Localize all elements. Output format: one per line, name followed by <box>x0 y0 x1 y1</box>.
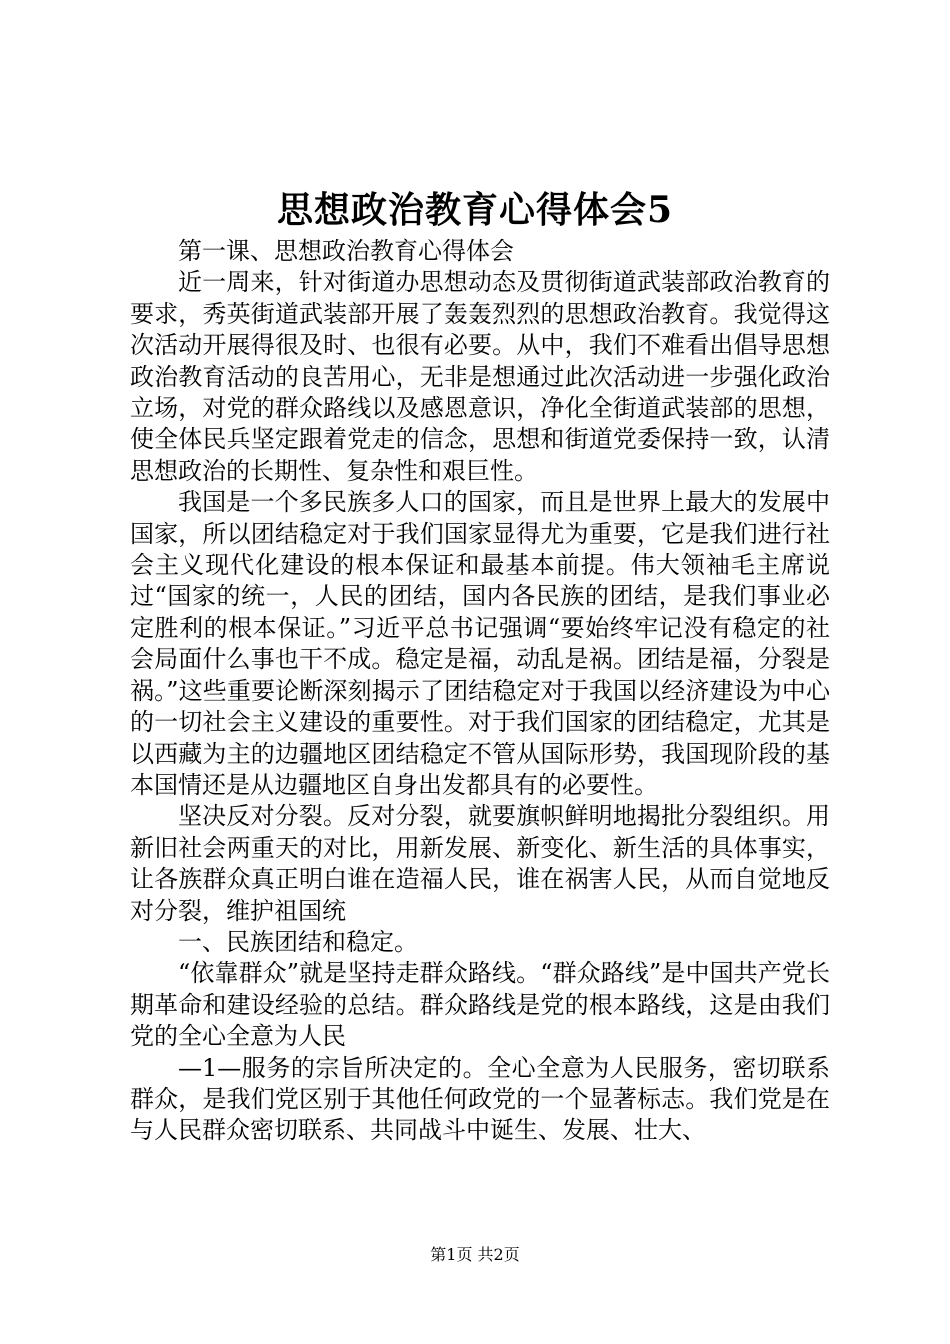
paragraph: 近一周来，针对街道办思想动态及贯彻街道武装部政治教育的要求，秀英街道武装部开展了轰轰烈烈的思想政治教育。我觉得这次活动开展得很及时、也很有必要。从中，我们不难看出倡导思想政治教育活动的良苦用心，无非是想通过此次活动进一步强化政治立场，对党的群众路线以及感恩意识，净化全街道武装部的思想，使全体民兵坚定跟着党走的信念，思想和街道党委保持一致，认清思想政治的长期性、复杂性和艰巨性。 <box>130 268 830 485</box>
paragraph: “依靠群众”就是坚持走群众路线。“群众路线”是中国共产党长期革命和建设经验的总结。群众路线是党的根本路线，这是由我们党的全心全意为人民 <box>130 959 830 1051</box>
paragraph-section-heading: 一、民族团结和稳定。 <box>178 927 418 956</box>
document-title: 思想政治教育心得体会5 <box>276 189 674 231</box>
page-footer: 第1页 共2页 <box>430 1245 520 1264</box>
paragraph: 坚决反对分裂。反对分裂，就要旗帜鲜明地揭批分裂组织。用新旧社会两重天的对比，用新发展、新变化、新生活的具体事实，让各族群众真正明白谁在造福人民，谁在祸害人民，从而自觉地反对分裂，维护祖国统 <box>130 802 830 925</box>
paragraph-lesson-heading: 第一课、思想政治教育心得体会 <box>178 237 514 265</box>
paragraph: —1—服务的宗旨所决定的。全心全意为人民服务，密切联系群众，是我们党区别于其他任何政党的一个显著标志。我们党是在与人民群众密切联系、共同战斗中诞生、发展、壮大、 <box>130 1053 830 1145</box>
document-body <box>130 236 830 1147</box>
paragraph: 我国是一个多民族多人口的国家，而且是世界上最大的发展中国家，所以团结稳定对于我们国家显得尤为重要，它是我们进行社会主义现代化建设的根本保证和最基本前提。伟大领袖毛主席说过“国家的统一，人民的团结，国内各民族的团结，是我们事业必定胜利的根本保证。”习近平总书记强调“要始终牢记没有稳定的社会局面什么事也干不成。稳定是福，动乱是祸。团结是福，分裂是祸。”这些重要论断深刻揭示了团结稳定对于我国以经济建设为中心的一切社会主义建设的重要性。对于我们国家的团结稳定，尤其是以西藏为主的边疆地区团结稳定不管从国际形势，我国现阶段的基本国情还是从边疆地区自身出发都具有的必要性。 <box>130 488 830 799</box>
